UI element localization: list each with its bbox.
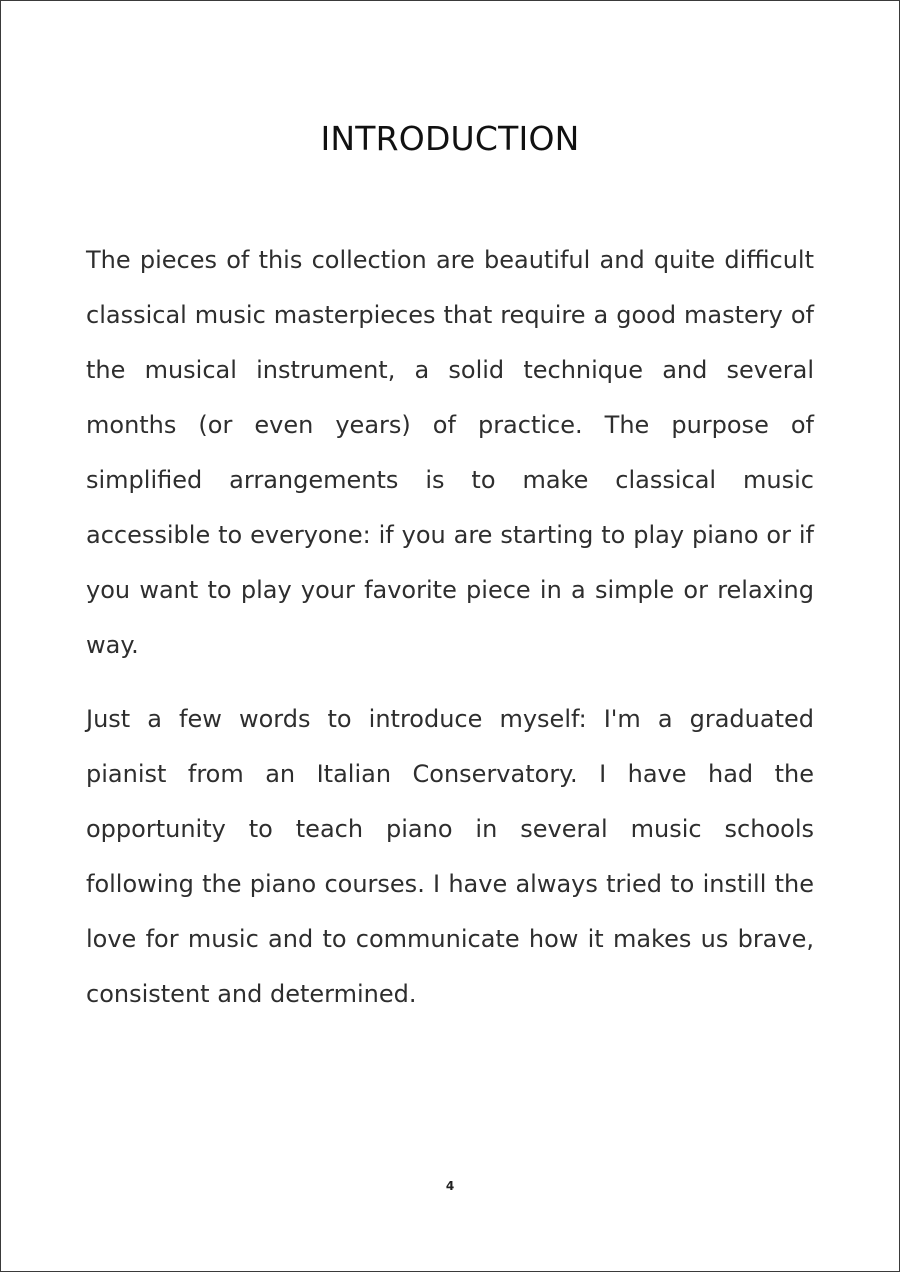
intro-paragraph-1: The pieces of this collection are beautiful and quite difficult classical music masterpieces that require a good mastery of the musical instrument, a solid technique and several months (or even years) of practice. The purpose of simplified arrangements is to make classical music accessible to everyone: if you are starting to play piano or if you want to play your favorite piece in a simple or relaxing way.: [86, 246, 814, 659]
page-number: 4: [445, 1179, 455, 1193]
page-title: INTRODUCTION: [320, 119, 580, 158]
intro-paragraph-2: Just a few words to introduce myself: I'm a graduated pianist from an Italian Conservatory. I have had the opportunity to teach piano in several music schools following the piano courses. I have always tried to instill the love for music and to communicate how it makes us brave, consistent and determined.: [86, 705, 814, 1008]
